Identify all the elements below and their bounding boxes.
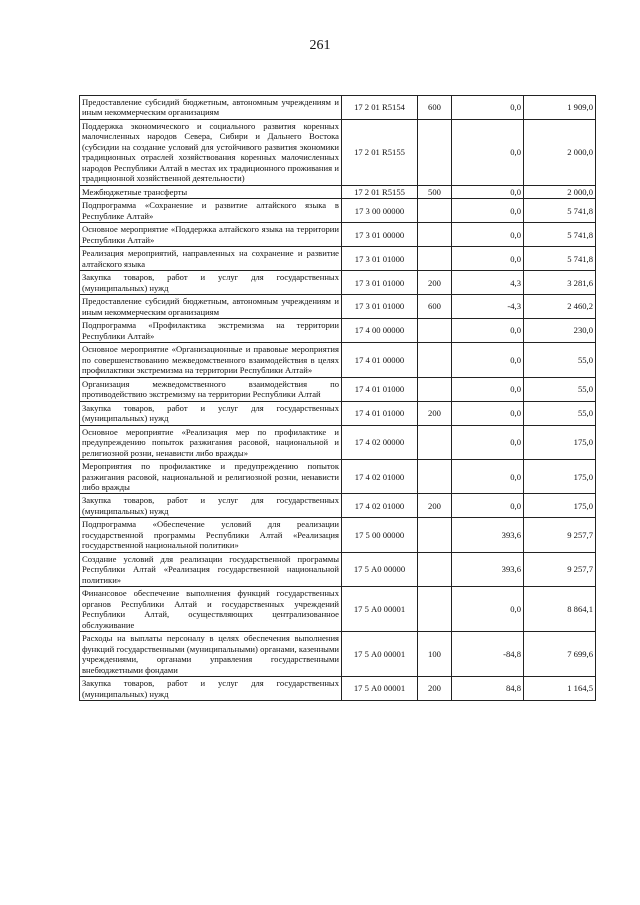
row-change-amount: 393,6: [452, 552, 524, 586]
table-row: [80, 677, 596, 701]
row-code: 17 3 01 01000: [342, 247, 418, 271]
table-row: [80, 96, 596, 120]
row-code: 17 5 А0 00000: [342, 552, 418, 586]
table-row: [80, 223, 596, 247]
row-total-amount: 2 000,0: [524, 185, 596, 198]
row-name: Создание условий для реализации государственной программы Республики Алтай «Реализация государственной национальной политики»: [80, 552, 342, 586]
table-row: [80, 199, 596, 223]
row-code: 17 4 02 00000: [342, 425, 418, 459]
row-change-amount: 0,0: [452, 343, 524, 377]
row-expense-type: [418, 377, 452, 401]
row-change-amount: 84,8: [452, 677, 524, 701]
row-code: 17 5 А0 00001: [342, 677, 418, 701]
row-code: 17 5 А0 00001: [342, 632, 418, 677]
row-expense-type: [418, 247, 452, 271]
row-code: 17 2 01 R5155: [342, 185, 418, 198]
page-number: 261: [309, 38, 331, 53]
row-name: Подпрограмма «Обеспечение условий для реализации государственной программы Республики Алтай «Реализация государственной национальной политики»: [80, 518, 342, 552]
row-change-amount: 0,0: [452, 377, 524, 401]
row-total-amount: 55,0: [524, 401, 596, 425]
row-code: 17 3 01 00000: [342, 223, 418, 247]
row-total-amount: 9 257,7: [524, 518, 596, 552]
row-code: 17 5 00 00000: [342, 518, 418, 552]
row-name: Мероприятия по профилактике и предупреждению попыток разжигания расовой, национальной и религиозной розни, ненависти либо вражды: [80, 460, 342, 494]
row-expense-type: 600: [418, 295, 452, 319]
row-code: 17 4 02 01000: [342, 494, 418, 518]
row-expense-type: 100: [418, 632, 452, 677]
row-name: Расходы на выплаты персоналу в целях обеспечения выполнения функций государственными (муниципальными) органами, казенными учреждениями, органами управления государственными внебюджетными фондами: [80, 632, 342, 677]
row-total-amount: 175,0: [524, 460, 596, 494]
row-total-amount: 175,0: [524, 425, 596, 459]
row-expense-type: [418, 425, 452, 459]
row-code: 17 4 01 01000: [342, 377, 418, 401]
row-total-amount: 7 699,6: [524, 632, 596, 677]
table-row: [80, 632, 596, 677]
table-row: [80, 343, 596, 377]
row-total-amount: 55,0: [524, 343, 596, 377]
row-total-amount: 8 864,1: [524, 587, 596, 632]
row-name: Подпрограмма «Сохранение и развитие алтайского языка в Республике Алтай»: [80, 199, 342, 223]
row-expense-type: 200: [418, 677, 452, 701]
row-name: Основное мероприятие «Реализация мер по профилактике и предупреждению попыток разжигания расовой, национальной и религиозной розни, ненависти либо вражды»: [80, 425, 342, 459]
row-name: Организация межведомственного взаимодействия по противодействию экстремизму на территории Республики Алтай: [80, 377, 342, 401]
row-code: 17 4 01 00000: [342, 343, 418, 377]
row-code: 17 5 А0 00001: [342, 587, 418, 632]
row-code: 17 2 01 R5155: [342, 119, 418, 185]
row-total-amount: 230,0: [524, 319, 596, 343]
row-code: 17 4 00 00000: [342, 319, 418, 343]
row-expense-type: [418, 223, 452, 247]
table-row: [80, 119, 596, 185]
row-name: Реализация мероприятий, направленных на сохранение и развитие алтайского языка: [80, 247, 342, 271]
row-name: Закупка товаров, работ и услуг для государственных (муниципальных) нужд: [80, 677, 342, 701]
row-name: Основное мероприятие «Поддержка алтайского языка на территории Республики Алтай»: [80, 223, 342, 247]
row-total-amount: 5 741,8: [524, 199, 596, 223]
row-expense-type: 500: [418, 185, 452, 198]
row-change-amount: 0,0: [452, 96, 524, 120]
row-total-amount: 2 460,2: [524, 295, 596, 319]
row-name: Поддержка экономического и социального развития коренных малочисленных народов Севера, Сибири и Дальнего Востока (субсидии на создание условий для устойчивого развития экономики традиционных отраслей хозяйствования коренных малочисленных народов Республики Алтай в местах их традиционного проживания и традиционной хозяйственной деятельности): [80, 119, 342, 185]
row-total-amount: 5 741,8: [524, 247, 596, 271]
row-total-amount: 175,0: [524, 494, 596, 518]
row-expense-type: [418, 199, 452, 223]
row-change-amount: 0,0: [452, 199, 524, 223]
row-code: 17 2 01 R5154: [342, 96, 418, 120]
row-expense-type: 200: [418, 401, 452, 425]
row-expense-type: 200: [418, 494, 452, 518]
row-name: Закупка товаров, работ и услуг для государственных (муниципальных) нужд: [80, 494, 342, 518]
table-row: [80, 518, 596, 552]
row-change-amount: 0,0: [452, 247, 524, 271]
table-row: [80, 247, 596, 271]
row-expense-type: [418, 518, 452, 552]
row-total-amount: 1 909,0: [524, 96, 596, 120]
row-code: 17 3 01 01000: [342, 271, 418, 295]
row-expense-type: [418, 552, 452, 586]
row-change-amount: 4,3: [452, 271, 524, 295]
row-total-amount: 3 281,6: [524, 271, 596, 295]
row-change-amount: 0,0: [452, 185, 524, 198]
row-expense-type: [418, 343, 452, 377]
table-row: [80, 587, 596, 632]
row-change-amount: 0,0: [452, 494, 524, 518]
row-change-amount: 0,0: [452, 425, 524, 459]
row-name: Закупка товаров, работ и услуг для государственных (муниципальных) нужд: [80, 271, 342, 295]
row-change-amount: 0,0: [452, 119, 524, 185]
table-row: [80, 377, 596, 401]
row-name: Финансовое обеспечение выполнения функций государственных органов Республики Алтай и государственных учреждений Республики Алтай, осуществляющих централизованное обслуживание: [80, 587, 342, 632]
table-row: [80, 271, 596, 295]
row-name: Предоставление субсидий бюджетным, автономным учреждениям и иным некоммерческим организациям: [80, 96, 342, 120]
row-name: Межбюджетные трансферты: [80, 185, 342, 198]
row-code: 17 4 02 01000: [342, 460, 418, 494]
row-change-amount: 393,6: [452, 518, 524, 552]
row-change-amount: -84,8: [452, 632, 524, 677]
row-expense-type: 200: [418, 271, 452, 295]
row-change-amount: 0,0: [452, 223, 524, 247]
row-expense-type: [418, 319, 452, 343]
row-name: Подпрограмма «Профилактика экстремизма на территории Республики Алтай»: [80, 319, 342, 343]
row-change-amount: 0,0: [452, 401, 524, 425]
row-code: 17 3 00 00000: [342, 199, 418, 223]
row-expense-type: [418, 587, 452, 632]
row-change-amount: -4,3: [452, 295, 524, 319]
row-code: 17 4 01 01000: [342, 401, 418, 425]
table-row: [80, 552, 596, 586]
table-row: [80, 185, 596, 198]
row-change-amount: 0,0: [452, 319, 524, 343]
table-row: [80, 401, 596, 425]
row-change-amount: 0,0: [452, 587, 524, 632]
row-name: Закупка товаров, работ и услуг для государственных (муниципальных) нужд: [80, 401, 342, 425]
row-total-amount: 55,0: [524, 377, 596, 401]
budget-table: [79, 95, 596, 701]
row-expense-type: 600: [418, 96, 452, 120]
row-change-amount: 0,0: [452, 460, 524, 494]
row-total-amount: 9 257,7: [524, 552, 596, 586]
row-total-amount: 2 000,0: [524, 119, 596, 185]
row-expense-type: [418, 119, 452, 185]
table-row: [80, 295, 596, 319]
row-name: Предоставление субсидий бюджетным, автономным учреждениям и иным некоммерческим организациям: [80, 295, 342, 319]
row-code: 17 3 01 01000: [342, 295, 418, 319]
table-row: [80, 425, 596, 459]
table-row: [80, 494, 596, 518]
table-row: [80, 319, 596, 343]
table-row: [80, 460, 596, 494]
row-name: Основное мероприятие «Организационные и правовые мероприятия по совершенствованию межведомственного взаимодействия в целях профилактики экстремизма на территории Республики Алтай»: [80, 343, 342, 377]
row-expense-type: [418, 460, 452, 494]
row-total-amount: 1 164,5: [524, 677, 596, 701]
row-total-amount: 5 741,8: [524, 223, 596, 247]
